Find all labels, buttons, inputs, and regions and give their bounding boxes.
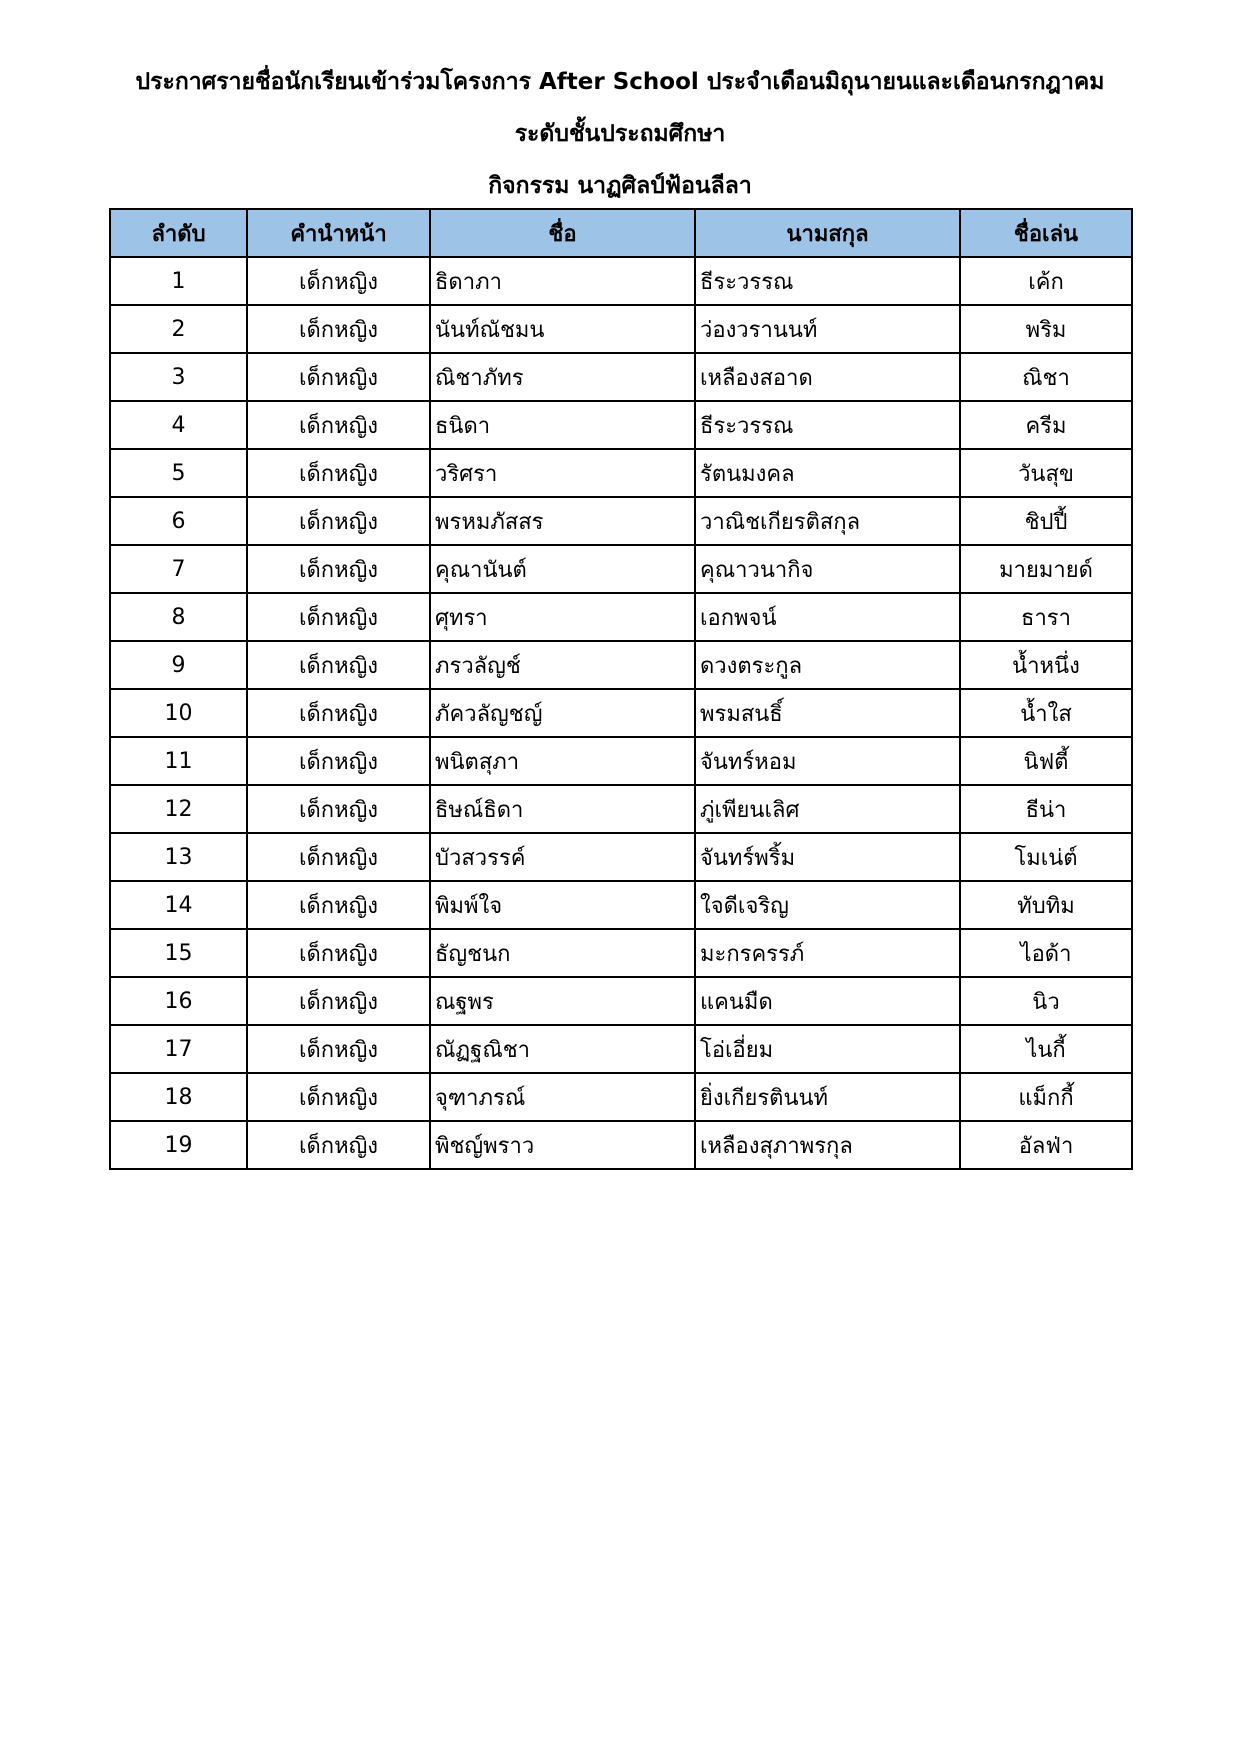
cell-nickname: ไนกี้ <box>960 1025 1132 1073</box>
cell-prefix: เด็กหญิง <box>247 785 430 833</box>
cell-first-name: พิชญ์พราว <box>430 1121 695 1169</box>
cell-last-name: จันทร์พริ้ม <box>695 833 960 881</box>
table-row <box>110 689 1132 737</box>
cell-first-name: ธิษณ์ธิดา <box>430 785 695 833</box>
table-row <box>110 977 1132 1025</box>
table-row <box>110 449 1132 497</box>
table-row <box>110 1073 1132 1121</box>
cell-last-name: เหลืองสุภาพรกุล <box>695 1121 960 1169</box>
cell-nickname: ธารา <box>960 593 1132 641</box>
table-row <box>110 545 1132 593</box>
cell-nickname: ทับทิม <box>960 881 1132 929</box>
column-header-order: ลำดับ <box>110 209 247 257</box>
cell-order: 3 <box>110 353 247 401</box>
cell-first-name: นันท์ณัชมน <box>430 305 695 353</box>
cell-prefix: เด็กหญิง <box>247 833 430 881</box>
cell-last-name: มะกรครรภ์ <box>695 929 960 977</box>
cell-nickname: ครีม <box>960 401 1132 449</box>
cell-first-name: จุฑาภรณ์ <box>430 1073 695 1121</box>
cell-first-name: ธัญชนก <box>430 929 695 977</box>
cell-nickname: นิฟตี้ <box>960 737 1132 785</box>
cell-order: 15 <box>110 929 247 977</box>
cell-order: 19 <box>110 1121 247 1169</box>
cell-nickname: เค้ก <box>960 257 1132 305</box>
cell-first-name: ณัฏฐณิชา <box>430 1025 695 1073</box>
cell-last-name: คุณาวนากิจ <box>695 545 960 593</box>
table-row <box>110 497 1132 545</box>
cell-order: 6 <box>110 497 247 545</box>
cell-order: 8 <box>110 593 247 641</box>
cell-nickname: ธีน่า <box>960 785 1132 833</box>
cell-prefix: เด็กหญิง <box>247 641 430 689</box>
cell-last-name: ภู่เพียนเลิศ <box>695 785 960 833</box>
education-level: ระดับชั้นประถมศึกษา <box>514 121 726 147</box>
cell-prefix: เด็กหญิง <box>247 401 430 449</box>
cell-order: 12 <box>110 785 247 833</box>
cell-first-name: วริศรา <box>430 449 695 497</box>
cell-order: 4 <box>110 401 247 449</box>
cell-nickname: วันสุข <box>960 449 1132 497</box>
cell-prefix: เด็กหญิง <box>247 1121 430 1169</box>
cell-prefix: เด็กหญิง <box>247 737 430 785</box>
cell-order: 9 <box>110 641 247 689</box>
cell-prefix: เด็กหญิง <box>247 929 430 977</box>
table-row <box>110 641 1132 689</box>
cell-prefix: เด็กหญิง <box>247 497 430 545</box>
cell-last-name: จันทร์หอม <box>695 737 960 785</box>
cell-prefix: เด็กหญิง <box>247 449 430 497</box>
column-header-prefix: คำนำหน้า <box>247 209 430 257</box>
cell-prefix: เด็กหญิง <box>247 1025 430 1073</box>
table-row <box>110 353 1132 401</box>
cell-prefix: เด็กหญิง <box>247 977 430 1025</box>
cell-first-name: ณิชาภัทร <box>430 353 695 401</box>
cell-first-name: บัวสวรรค์ <box>430 833 695 881</box>
cell-order: 18 <box>110 1073 247 1121</box>
table-row <box>110 833 1132 881</box>
cell-nickname: ไอด้า <box>960 929 1132 977</box>
cell-nickname: อัลฟ่า <box>960 1121 1132 1169</box>
cell-last-name: วาณิชเกียรติสกุล <box>695 497 960 545</box>
cell-nickname: น้ำใส <box>960 689 1132 737</box>
table-row <box>110 881 1132 929</box>
table-row <box>110 1025 1132 1073</box>
cell-order: 13 <box>110 833 247 881</box>
cell-nickname: ชิปปี้ <box>960 497 1132 545</box>
table-row <box>110 929 1132 977</box>
cell-first-name: ภรวลัญช์ <box>430 641 695 689</box>
roster-body <box>110 257 1132 1169</box>
student-roster-table <box>109 208 1133 1170</box>
cell-first-name: ณฐพร <box>430 977 695 1025</box>
cell-first-name: ธิดาภา <box>430 257 695 305</box>
cell-first-name: ภัควลัญชญ์ <box>430 689 695 737</box>
header-row <box>110 209 1132 257</box>
column-header-nickname: ชื่อเล่น <box>960 209 1132 257</box>
cell-last-name: แคนมืด <box>695 977 960 1025</box>
cell-last-name: โอ่เอี่ยม <box>695 1025 960 1073</box>
cell-nickname: น้ำหนึ่ง <box>960 641 1132 689</box>
cell-nickname: มายมายด์ <box>960 545 1132 593</box>
cell-first-name: พนิตสุภา <box>430 737 695 785</box>
cell-prefix: เด็กหญิง <box>247 1073 430 1121</box>
table-row <box>110 737 1132 785</box>
cell-nickname: ณิชา <box>960 353 1132 401</box>
cell-order: 11 <box>110 737 247 785</box>
cell-last-name: เอกพจน์ <box>695 593 960 641</box>
cell-prefix: เด็กหญิง <box>247 257 430 305</box>
table-row <box>110 785 1132 833</box>
cell-order: 5 <box>110 449 247 497</box>
cell-order: 7 <box>110 545 247 593</box>
cell-last-name: ดวงตระกูล <box>695 641 960 689</box>
column-header-first-name: ชื่อ <box>430 209 695 257</box>
cell-nickname: โมเน่ต์ <box>960 833 1132 881</box>
cell-prefix: เด็กหญิง <box>247 305 430 353</box>
activity-name: กิจกรรม นาฏศิลป์ฟ้อนลีลา <box>488 173 752 199</box>
column-header-last-name: นามสกุล <box>695 209 960 257</box>
cell-nickname: นิว <box>960 977 1132 1025</box>
cell-order: 14 <box>110 881 247 929</box>
cell-order: 16 <box>110 977 247 1025</box>
cell-first-name: พิมพ์ใจ <box>430 881 695 929</box>
cell-last-name: รัตนมงคล <box>695 449 960 497</box>
cell-first-name: ศุทรา <box>430 593 695 641</box>
cell-last-name: ใจดีเจริญ <box>695 881 960 929</box>
cell-first-name: คุณานันต์ <box>430 545 695 593</box>
cell-prefix: เด็กหญิง <box>247 545 430 593</box>
cell-first-name: พรหมภัสสร <box>430 497 695 545</box>
cell-order: 10 <box>110 689 247 737</box>
cell-prefix: เด็กหญิง <box>247 593 430 641</box>
cell-last-name: ธีระวรรณ <box>695 257 960 305</box>
cell-prefix: เด็กหญิง <box>247 689 430 737</box>
table-row <box>110 305 1132 353</box>
table-row <box>110 401 1132 449</box>
cell-prefix: เด็กหญิง <box>247 353 430 401</box>
cell-last-name: เหลืองสอาด <box>695 353 960 401</box>
table-row <box>110 257 1132 305</box>
cell-last-name: ยิ่งเกียรตินนท์ <box>695 1073 960 1121</box>
cell-nickname: แม็กกี้ <box>960 1073 1132 1121</box>
document-title: ประกาศรายชื่อนักเรียนเข้าร่วมโครงการ After School ประจำเดือนมิถุนายนและเดือนกรกฎาคม <box>135 69 1105 95</box>
cell-order: 17 <box>110 1025 247 1073</box>
cell-last-name: พรมสนธิ์ <box>695 689 960 737</box>
table-row <box>110 1121 1132 1169</box>
cell-last-name: ว่องวรานนท์ <box>695 305 960 353</box>
cell-first-name: ธนิดา <box>430 401 695 449</box>
cell-last-name: ธีระวรรณ <box>695 401 960 449</box>
cell-nickname: พริม <box>960 305 1132 353</box>
cell-order: 2 <box>110 305 247 353</box>
cell-order: 1 <box>110 257 247 305</box>
roster-header <box>110 209 1132 257</box>
cell-prefix: เด็กหญิง <box>247 881 430 929</box>
table-row <box>110 593 1132 641</box>
